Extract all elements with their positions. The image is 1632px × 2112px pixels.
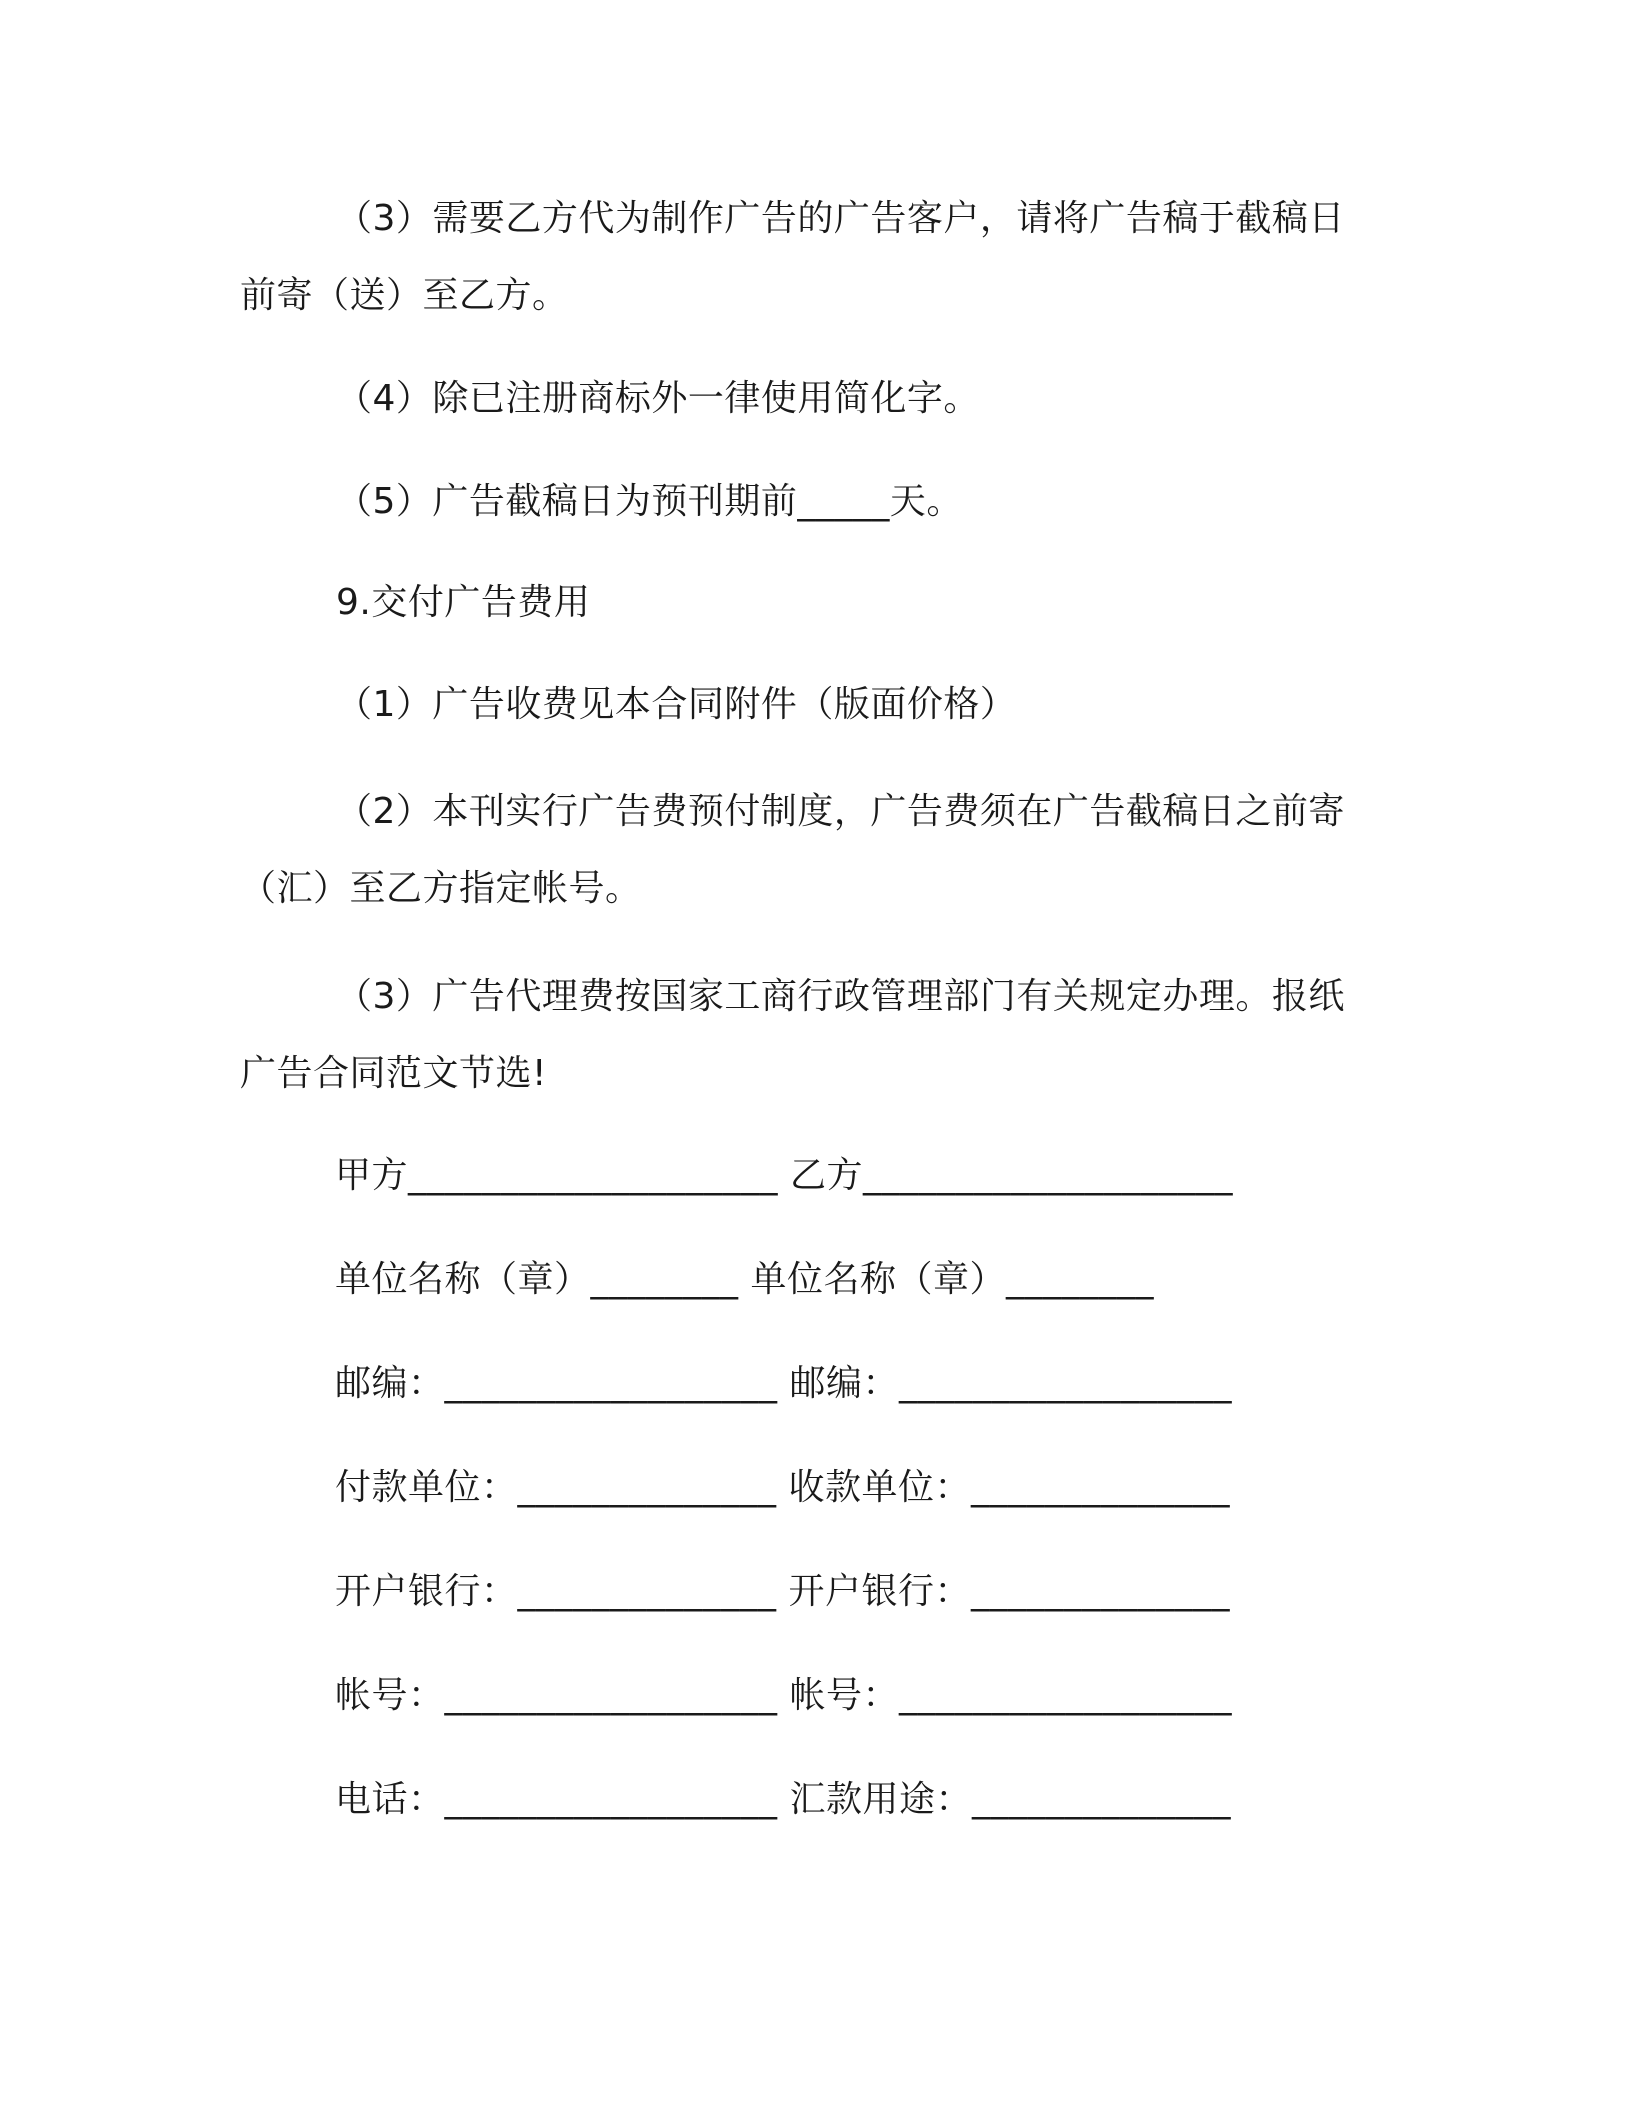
section-heading-9: 9.交付广告费用 — [336, 582, 591, 623]
clause-9-1: （1）广告收费见本合同附件（版面价格） — [336, 684, 1017, 725]
clause-9-3: （3）广告代理费按国家工商行政管理部门有关规定办理。报纸广告合同范文节选! — [240, 976, 1345, 1094]
signature-row-postcode: 邮编：__________________ 邮编：__________________ — [335, 1363, 1232, 1404]
signature-row-unit-name: 单位名称（章）________ 单位名称（章）________ — [335, 1259, 1154, 1300]
clause-8-5: （5）广告截稿日为预刊期前_____天。 — [336, 481, 963, 522]
signature-row-phone: 电话：__________________ 汇款用途：______________ — [335, 1779, 1231, 1820]
signature-row-bank: 开户银行：______________ 开户银行：______________ — [335, 1571, 1230, 1612]
clause-9-2: （2）本刊实行广告费预付制度，广告费须在广告截稿日之前寄（汇）至乙方指定帐号。 — [240, 791, 1345, 909]
signature-row-account: 帐号：__________________ 帐号：__________________ — [335, 1675, 1232, 1716]
signature-row-payment-unit: 付款单位：______________ 收款单位：______________ — [335, 1467, 1230, 1508]
clause-8-3: （3）需要乙方代为制作广告的广告客户，请将广告稿于截稿日前寄（送）至乙方。 — [240, 198, 1345, 316]
signature-row-parties: 甲方____________________ 乙方____________________ — [335, 1155, 1233, 1196]
clause-8-4: （4）除已注册商标外一律使用简化字。 — [336, 378, 980, 419]
